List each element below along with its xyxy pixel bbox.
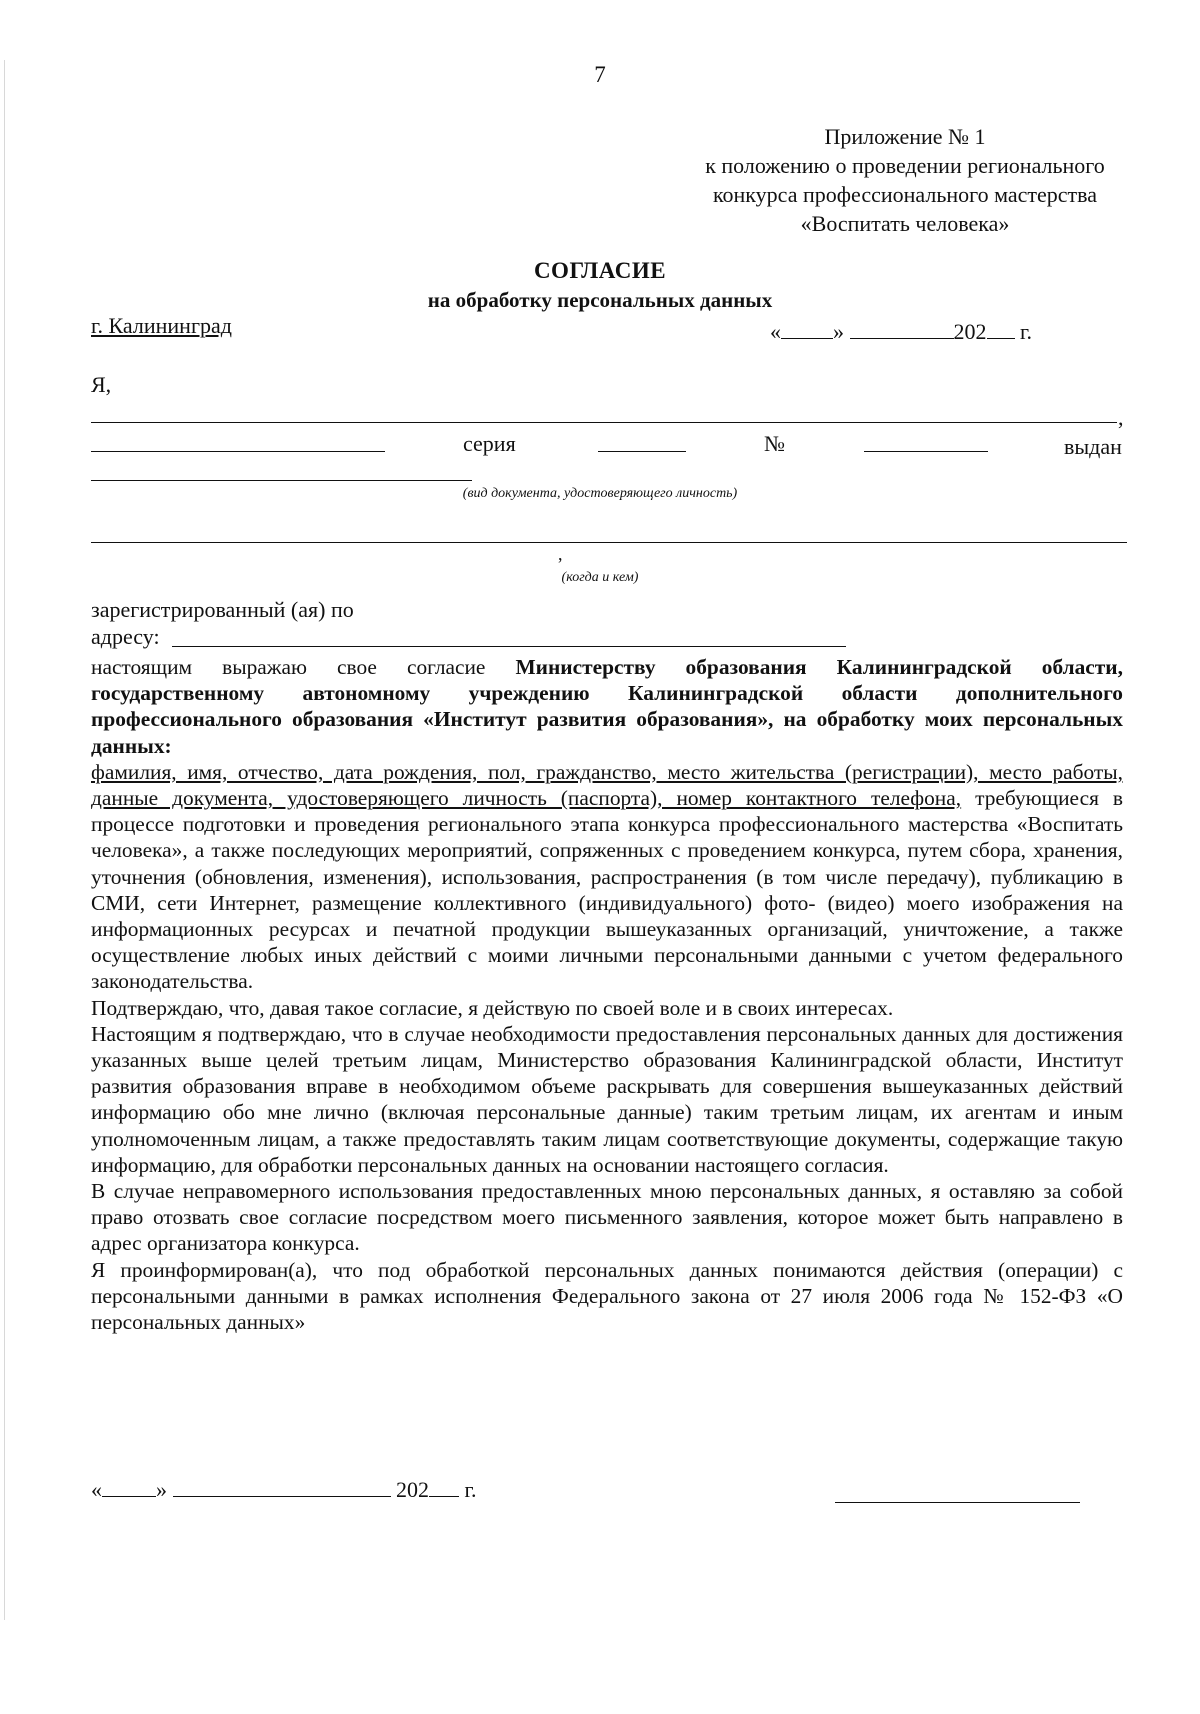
address-line[interactable] <box>172 646 846 647</box>
document-type-line-2[interactable] <box>91 480 472 481</box>
year-blank[interactable] <box>987 318 1015 339</box>
law-reference-paragraph: Я проинформирован(а), что под обработкой персональных данных понимаются действия (операции) с персональными данными в рамках исполнения Федерального закона от 27 июля 2006 года № 152-ФЗ «О персональных данных» <box>91 1257 1123 1335</box>
footer-close-quote: » <box>156 1477 167 1502</box>
withdrawal-paragraph: В случае неправомерного использования предоставленных мною персональных данных, я оставляю за собой право отозвать свое согласие посредством моего письменного заявления, которое может быть направлено в адрес организатора конкурса. <box>91 1179 1123 1256</box>
number-line[interactable] <box>864 451 988 452</box>
appendix-line-2: к положению о проведении регионального <box>705 153 1105 178</box>
month-blank[interactable] <box>850 318 954 339</box>
number-label: № <box>764 431 785 456</box>
free-will-paragraph: Подтверждаю, что, давая такое согласие, я действую по своей воле и в своих интересах. <box>91 995 894 1020</box>
full-name-line[interactable] <box>91 422 1117 423</box>
data-list-text: фамилия, имя, отчество, дата рождения, пол, гражданство, место жительства (регистрации), место работы, данные документа, удостоверяющего личность (паспорта), номер контактного телефона, <box>91 759 1123 811</box>
consent-recipients-text: Министерству образования Калининградской области, государственному автономному учреждению Калининградской области дополнительного профессионального образования «Институт развития образования», на обработку моих персональных данных: <box>91 655 1123 758</box>
series-label: серия <box>463 431 516 456</box>
city-label: г. Калининград <box>91 313 232 338</box>
issued-label: выдан <box>1064 434 1122 459</box>
processing-purpose-text: требующиеся в процессе подготовки и проведения регионального этапа конкурса профессионального мастерства «Воспитать человека», а также последующих мероприятий, сопряженных с проведением конкурса, путем сбора, хранения, уточнения (обновления, изменения), использования, распространения (в том числе передачу), публикацию в СМИ, сети Интернет, размещение коллективного (индивидуального) фото- (видео) моего изображения на информационных ресурсах и печатной продукции вышеуказанных организаций, уничтожение, а также осуществление любых иных действий с моими личными персональными данными с учетом федерального законодательства. <box>91 786 1123 994</box>
name-comma: , <box>1118 405 1124 430</box>
year-suffix: г. <box>1020 319 1033 344</box>
page-number: 7 <box>594 62 606 87</box>
document-title: СОГЛАСИЕ <box>533 258 667 283</box>
address-label: адресу: <box>91 624 160 649</box>
issued-by-line[interactable] <box>91 542 1127 543</box>
data-list-paragraph <box>91 759 1123 995</box>
footer-date-field[interactable] <box>91 1476 477 1503</box>
i-label: Я, <box>91 372 112 397</box>
document-type-line-1[interactable] <box>91 451 385 452</box>
date-open-quote: « <box>770 319 781 344</box>
document-type-caption: (вид документа, удостоверяющего личность) <box>462 486 738 501</box>
footer-day-blank[interactable] <box>102 1476 156 1497</box>
footer-year-prefix: 202 <box>396 1477 429 1502</box>
series-line[interactable] <box>598 451 686 452</box>
footer-open-quote: « <box>91 1477 102 1502</box>
footer-month-blank[interactable] <box>173 1476 391 1497</box>
consent-intro-paragraph <box>91 654 1123 759</box>
third-party-paragraph: Настоящим я подтверждаю, что в случае необходимости предоставления персональных данных для достижения указанных выше целей третьим лицам, Министерство образования Калининградской области, Институт развития образования вправе в необходимом объеме раскрывать для совершения вышеуказанных действий информацию обо мне лично (включая персональные данные) таким третьим лицам, их агентам и иным уполномоченным лицам, а также предоставлять таким лицам соответствующие документы, содержащие такую информацию, для обработки персональных данных на основании настоящего согласия. <box>91 1021 1123 1177</box>
consent-text-block <box>91 654 1123 1335</box>
document-subtitle: на обработку персональных данных <box>427 288 773 312</box>
footer-year-blank[interactable] <box>429 1476 459 1497</box>
footer-year-suffix: г. <box>464 1477 477 1502</box>
appendix-line-4: «Воспитать человека» <box>800 211 1010 236</box>
registered-label: зарегистрированный (ая) по <box>91 597 354 622</box>
issued-by-caption: (когда и кем) <box>561 570 639 585</box>
consent-intro-text: настоящим выражаю свое согласие <box>91 655 516 679</box>
day-blank[interactable] <box>781 318 833 339</box>
appendix-header <box>670 122 1140 238</box>
signature-line[interactable] <box>835 1502 1080 1503</box>
header-date-field[interactable] <box>770 318 1032 345</box>
appendix-line-3: конкурса профессионального мастерства <box>712 182 1098 207</box>
issued-comma: , <box>558 544 563 564</box>
year-prefix: 202 <box>953 319 987 344</box>
date-close-quote: » <box>833 319 844 344</box>
appendix-line-1: Приложение № 1 <box>824 124 986 149</box>
